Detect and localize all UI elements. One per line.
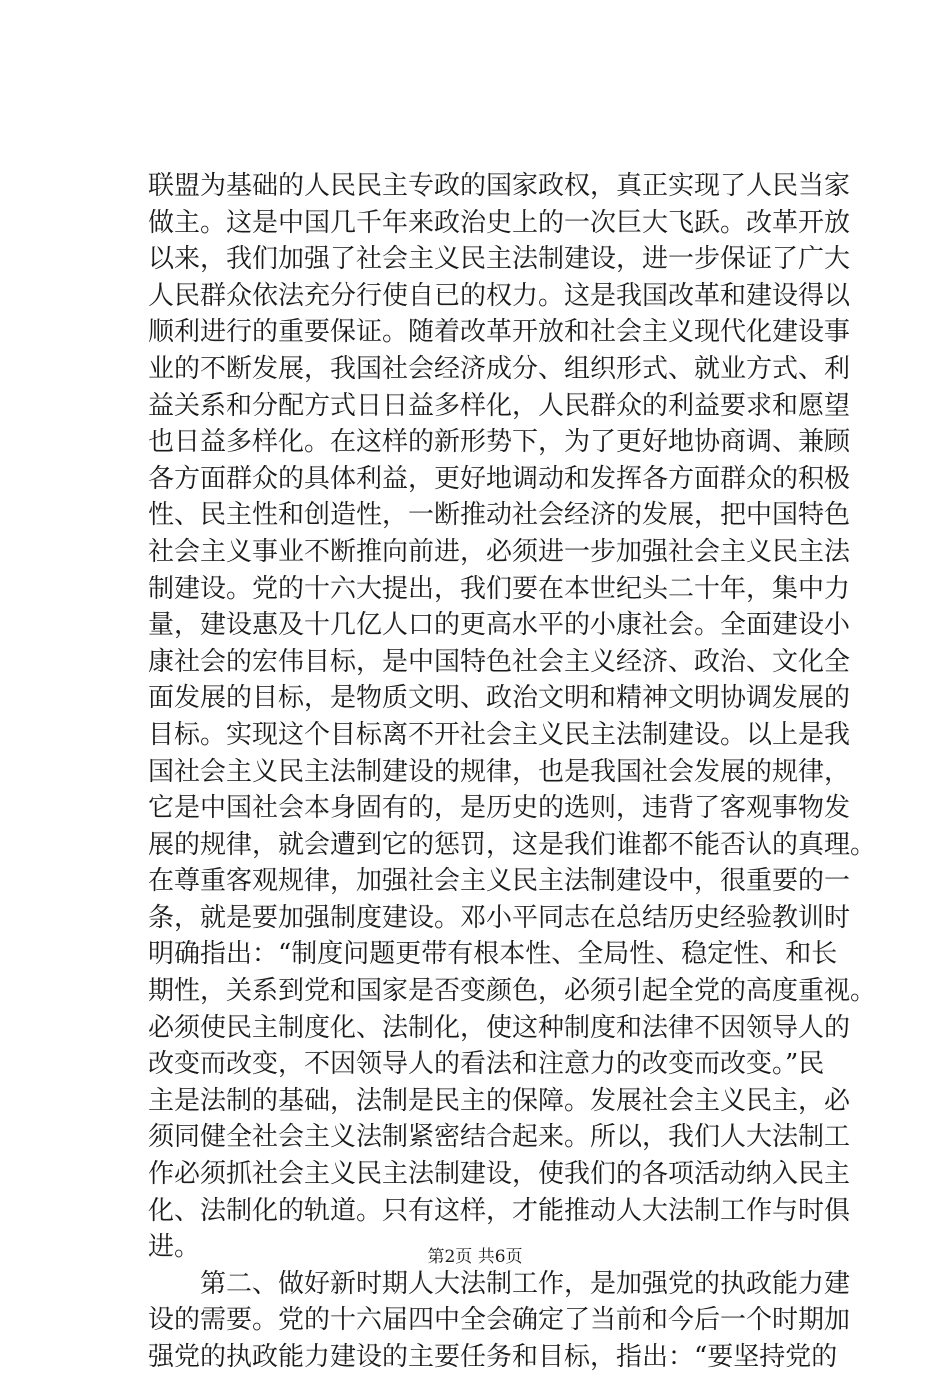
text-line: 康社会的宏伟目标，是中国特色社会主义经济、政治、文化全 [148,646,851,677]
page-footer: 第2页 共6页 [427,1247,523,1267]
text-line: 须同健全社会主义法制紧密结合起来。所以，我们人大法制工 [148,1122,851,1153]
text-line: 必须使民主制度化、法制化，使这种制度和法律不因领导人的 [148,1012,851,1043]
text-line: 条，就是要加强制度建设。邓小平同志在总结历史经验教训时 [148,902,851,933]
text-line: 性、民主性和创造性，一断推动社会经济的发展，把中国特色 [148,500,851,531]
text-line: 益关系和分配方式日日益多样化，人民群众的利益要求和愿望 [148,390,851,421]
text-line: 以来，我们加强了社会主义民主法制建设，进一步保证了广大 [148,244,851,275]
text-line: 业的不断发展，我国社会经济成分、组织形式、就业方式、利 [148,353,851,384]
text-line: 主是法制的基础，法制是民主的保障。发展社会主义民主，必 [148,1085,851,1116]
document-body [148,168,877,1376]
text-line: 国社会主义民主法制建设的规律，也是我国社会发展的规律， [148,756,851,787]
text-line: 联盟为基础的人民民主专政的国家政权，真正实现了人民当家 [148,171,851,201]
text-line: 化、法制化的轨道。只有这样，才能推动人大法制工作与时俱 [148,1195,851,1226]
text-line: 展的规律，就会遭到它的惩罚，这是我们谁都不能否认的真理。 [148,829,877,860]
text-line: 作必须抓社会主义民主法制建设，使我们的各项活动纳入民主 [148,1159,851,1190]
text-line: 顺利进行的重要保证。随着改革开放和社会主义现代化建设事 [148,317,851,348]
text-line: 进。 [148,1232,201,1263]
text-line: 人民群众依法充分行使自已的权力。这是我国改革和建设得以 [148,280,851,311]
text-line: 期性，关系到党和国家是否变颜色，必须引起全党的高度重视。 [148,976,877,1007]
text-line: 改变而改变，不因领导人的看法和注意力的改变而改变。”民 [148,1049,825,1080]
text-line: 做主。这是中国几千年来政治史上的一次巨大飞跃。改革开放 [148,207,851,238]
text-line: 它是中国社会本身固有的，是历史的选则，违背了客观事物发 [148,793,851,824]
text-line: 各方面群众的具体利益，更好地调动和发挥各方面群众的积极 [148,463,851,494]
text-line: 量，建设惠及十几亿人口的更高水平的小康社会。全面建设小 [148,610,851,641]
text-line: 明确指出：“制度问题更带有根本性、全局性、稳定性、和长 [148,939,838,970]
text-line: 制建设。党的十六大提出，我们要在本世纪头二十年，集中力 [148,573,851,604]
text-line: 在尊重客观规律，加强社会主义民主法制建设中，很重要的一 [148,866,851,897]
text-line: 第二、做好新时期人大法制工作，是加强党的执政能力建 [148,1268,851,1299]
text-line: 目标。实现这个目标离不开社会主义民主法制建设。以上是我 [148,719,851,750]
text-line: 也日益多样化。在这样的新形势下，为了更好地协商调、兼顾 [148,427,851,458]
text-line: 设的需要。党的十六届四中全会确定了当前和今后一个时期加 [148,1305,851,1336]
text-line: 面发展的目标，是物质文明、政治文明和精神文明协调发展的 [148,683,851,714]
text-line: 强党的执政能力建设的主要任务和目标，指出：“要坚持党的 [148,1342,838,1372]
text-line: 社会主义事业不断推向前进，必须进一步加强社会主义民主法 [148,536,851,567]
